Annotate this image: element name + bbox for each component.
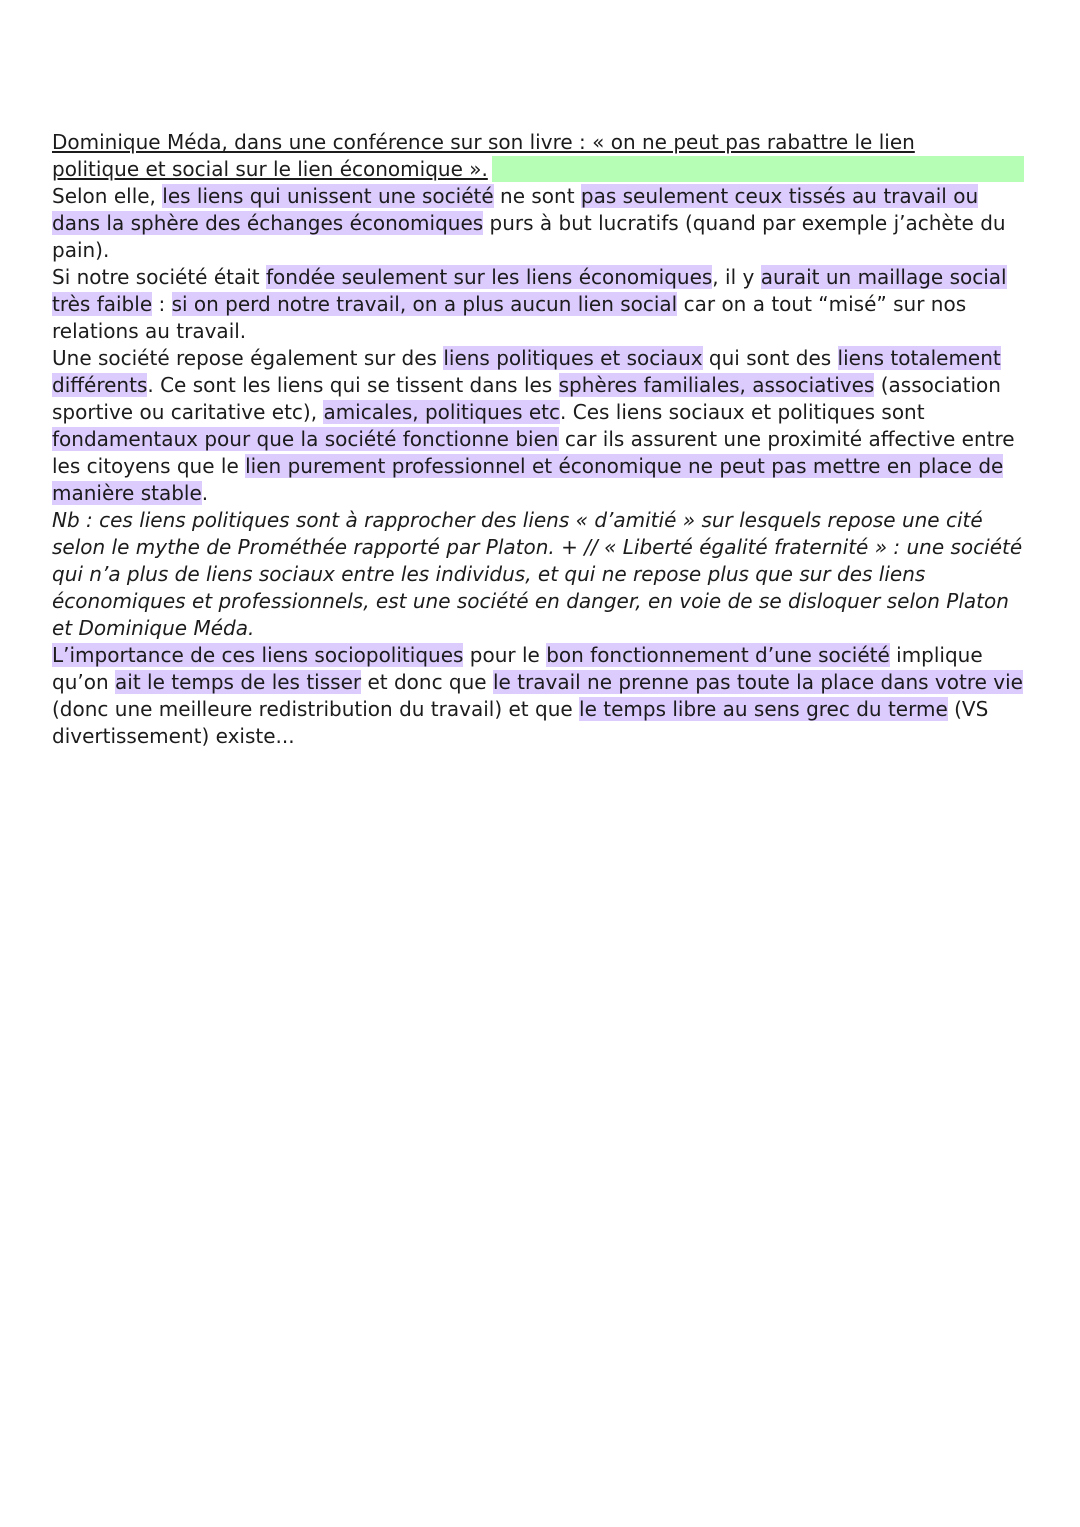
p4-text-5: (VS divertissement) existe... (52, 697, 989, 748)
document-body (52, 129, 1032, 750)
p3-text-5: . Ces liens sociaux et politiques sont (560, 400, 925, 424)
title-line-2: politique et social sur le lien économique ». (52, 157, 488, 181)
p2-text-2: , il y (712, 265, 761, 289)
p4-highlight-1: L’importance de ces liens sociopolitiques (52, 643, 464, 667)
p4-text-1: pour le (463, 643, 547, 667)
paragraph-4 (52, 642, 1032, 750)
p3-text-2: qui sont des (702, 346, 838, 370)
p3-text-1: Une société repose également sur des (52, 346, 444, 370)
title-line-1: Dominique Méda, dans une conférence sur son livre : « on ne peut pas rabattre le lien (52, 130, 915, 154)
paragraph-1 (52, 183, 1032, 264)
p3-text-3: . Ce sont les liens qui se tissent dans les (147, 373, 559, 397)
p3-highlight-5: fondamentaux pour que la société fonctionne bien (52, 427, 559, 451)
green-highlight-bar (492, 156, 1024, 182)
p2-text-4: car on a tout “misé” sur nos relations au travail. (52, 292, 967, 343)
p2-highlight-1: fondée seulement sur les liens économiques (265, 265, 713, 289)
p4-highlight-5: le temps libre au sens grec du terme (579, 697, 948, 721)
italic-note: Nb : ces liens politiques sont à rapprocher des liens « d’amitié » sur lesquels repose une cité selon le mythe de Prométhée rapporté par Platon. + // « Liberté égalité fraternité » : une société qui n’a plus de liens sociaux entre les individus, et qui ne repose plus que sur des liens économiques et professionnels, est une société en danger, en voie de se disloquer selon Platon et Dominique Méda. (52, 508, 1023, 640)
p3-highlight-2: liens totalement différents (52, 346, 1001, 397)
p3-text-6: car ils assurent une proximité affective entre les citoyens que le (52, 427, 1015, 478)
p1-text-2: ne sont (493, 184, 581, 208)
p3-highlight-1: liens politiques et sociaux (443, 346, 703, 370)
title-line-2-row (52, 156, 1032, 183)
p2-highlight-2: aurait un maillage social très faible (52, 265, 1007, 316)
p4-text-3: et donc que (361, 670, 493, 694)
p4-text-2: implique qu’on (52, 643, 983, 694)
document-title (52, 129, 1032, 183)
p3-text-7: . (201, 481, 209, 505)
p1-highlight-2: pas seulement ceux tissés au travail ou dans la sphère des échanges économiques (52, 184, 979, 235)
p4-text-4: (donc une meilleure redistribution du travail) et que (52, 697, 580, 721)
p3-highlight-4: amicales, politiques etc (323, 400, 561, 424)
p4-highlight-3: ait le temps de les tisser (115, 670, 362, 694)
p3-highlight-6: lien purement professionnel et économique ne peut pas mettre en place de manière stable (52, 454, 1004, 505)
p4-highlight-2: bon fonctionnement d’une société (546, 643, 890, 667)
p2-text-3: : (152, 292, 172, 316)
p1-text-3: purs à but lucratifs (quand par exemple j’achète du pain). (52, 211, 1006, 262)
p4-highlight-4: le travail ne prenne pas toute la place dans votre vie (492, 670, 1023, 694)
p1-text-1: Selon elle, (52, 184, 163, 208)
p3-highlight-3: sphères familiales, associatives (558, 373, 875, 397)
p1-highlight-1: les liens qui unissent une société (162, 184, 494, 208)
paragraph-3 (52, 345, 1032, 507)
p3-text-4: (association sportive ou caritative etc), (52, 373, 1001, 424)
p2-highlight-3: si on perd notre travail, on a plus aucun lien social (171, 292, 678, 316)
paragraph-2 (52, 264, 1032, 345)
p2-text-1: Si notre société était (52, 265, 266, 289)
